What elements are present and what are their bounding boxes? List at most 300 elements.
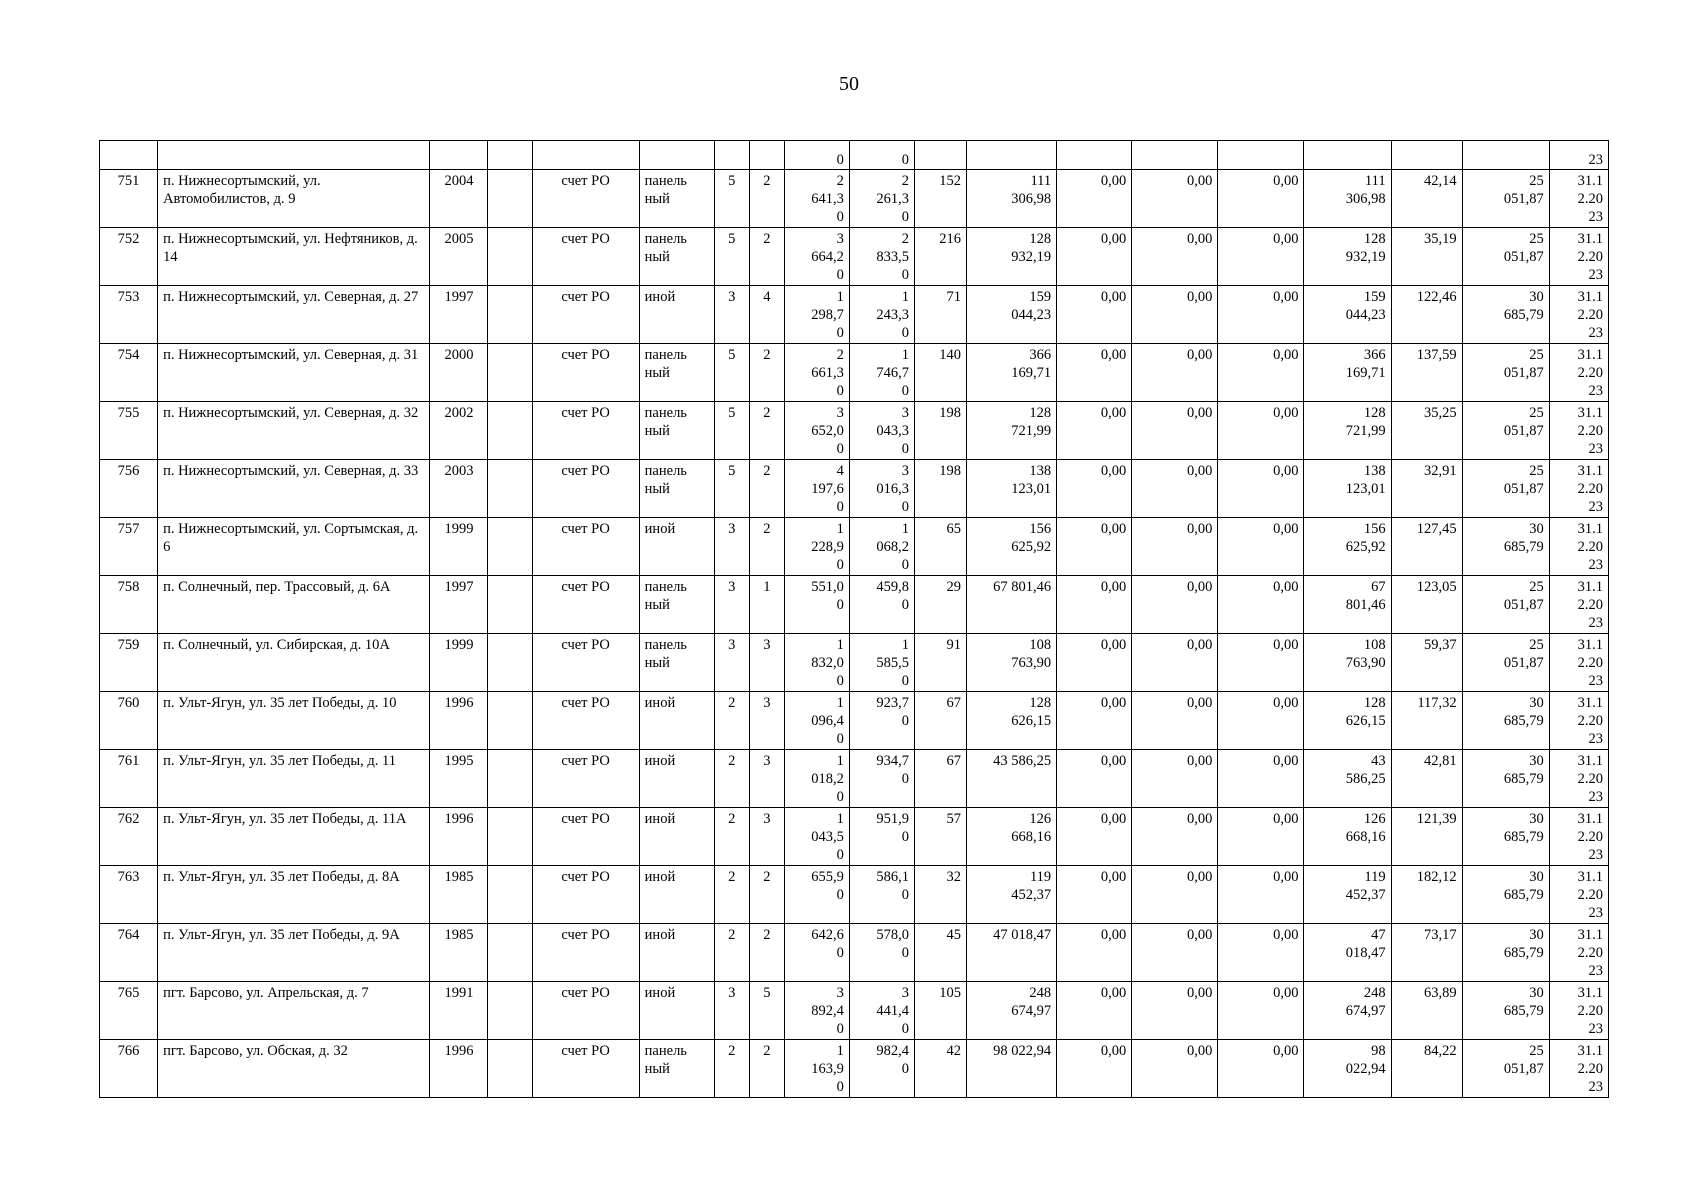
cell-year-built: 1995 xyxy=(430,750,488,808)
cell-unit-cost: 84,22 xyxy=(1391,1040,1462,1098)
cell-empty xyxy=(488,924,532,982)
cell-cost-total: 67 801,46 xyxy=(967,576,1057,634)
cell-number: 765 xyxy=(100,982,158,1040)
cell-empty xyxy=(488,518,532,576)
cell-area-living: 1 585,5 0 xyxy=(849,634,914,692)
cell-funds-3: 0,00 xyxy=(1218,170,1304,228)
table-row xyxy=(100,170,1609,228)
cell-owner-funds: 47 018,47 xyxy=(1304,924,1391,982)
cell-area-total: 1 163,9 0 xyxy=(784,1040,849,1098)
cell-empty xyxy=(1462,141,1549,170)
table-row xyxy=(100,1040,1609,1098)
cell-empty xyxy=(639,141,714,170)
cell-funds-2: 0,00 xyxy=(1132,518,1218,576)
cell-cost-total: 98 022,94 xyxy=(967,1040,1057,1098)
cell-address: п. Нижнесортымский, ул. Нефтяников, д. 14 xyxy=(158,228,430,286)
cell-fund-method: счет РО xyxy=(532,228,639,286)
cell-empty xyxy=(488,634,532,692)
cell-area-total-cont: 0 xyxy=(784,141,849,170)
cell-funds-3: 0,00 xyxy=(1218,228,1304,286)
cell-empty xyxy=(488,1040,532,1098)
cell-funds-1: 0,00 xyxy=(1057,1040,1132,1098)
cell-funds-1: 0,00 xyxy=(1057,170,1132,228)
cell-limit-cost: 25 051,87 xyxy=(1462,460,1549,518)
cell-funds-3: 0,00 xyxy=(1218,344,1304,402)
cell-area-living: 1 243,3 0 xyxy=(849,286,914,344)
table-row xyxy=(100,460,1609,518)
cell-entrances: 3 xyxy=(749,634,784,692)
cell-year-built: 1997 xyxy=(430,286,488,344)
cell-funds-1: 0,00 xyxy=(1057,634,1132,692)
cell-owner-funds: 128 932,19 xyxy=(1304,228,1391,286)
cell-wall-material: панель ный xyxy=(639,634,714,692)
cell-completion-date: 31.1 2.20 23 xyxy=(1549,634,1608,692)
cell-area-total: 3 664,2 0 xyxy=(784,228,849,286)
cell-completion-date: 31.1 2.20 23 xyxy=(1549,982,1608,1040)
cell-entrances: 2 xyxy=(749,344,784,402)
cell-address: п. Ульт-Ягун, ул. 35 лет Победы, д. 8А xyxy=(158,866,430,924)
cell-residents: 105 xyxy=(914,982,966,1040)
cell-limit-cost: 30 685,79 xyxy=(1462,692,1549,750)
cell-area-total: 1 832,0 0 xyxy=(784,634,849,692)
cell-floors: 5 xyxy=(714,460,749,518)
cell-empty xyxy=(749,141,784,170)
cell-fund-method: счет РО xyxy=(532,518,639,576)
cell-fund-method: счет РО xyxy=(532,924,639,982)
table-row xyxy=(100,518,1609,576)
cell-year-built: 1999 xyxy=(430,634,488,692)
cell-funds-1: 0,00 xyxy=(1057,228,1132,286)
cell-fund-method: счет РО xyxy=(532,576,639,634)
cell-funds-1: 0,00 xyxy=(1057,518,1132,576)
cell-funds-1: 0,00 xyxy=(1057,460,1132,518)
cell-funds-2: 0,00 xyxy=(1132,808,1218,866)
cell-limit-cost: 30 685,79 xyxy=(1462,808,1549,866)
cell-empty xyxy=(488,228,532,286)
cell-area-living: 2 261,3 0 xyxy=(849,170,914,228)
cell-wall-material: панель ный xyxy=(639,228,714,286)
cell-cost-total: 156 625,92 xyxy=(967,518,1057,576)
cell-empty xyxy=(488,286,532,344)
table-body xyxy=(100,141,1609,1098)
table-row xyxy=(100,634,1609,692)
cell-wall-material: иной xyxy=(639,750,714,808)
cell-entrances: 2 xyxy=(749,866,784,924)
cell-fund-method: счет РО xyxy=(532,808,639,866)
cell-entrances: 5 xyxy=(749,982,784,1040)
cell-funds-3: 0,00 xyxy=(1218,692,1304,750)
cell-address: пгт. Барсово, ул. Обская, д. 32 xyxy=(158,1040,430,1098)
cell-year-built: 1985 xyxy=(430,924,488,982)
cell-entrances: 2 xyxy=(749,402,784,460)
cell-entrances: 3 xyxy=(749,692,784,750)
cell-funds-1: 0,00 xyxy=(1057,808,1132,866)
cell-year-built: 1999 xyxy=(430,518,488,576)
cell-funds-2: 0,00 xyxy=(1132,402,1218,460)
cell-cost-total: 119 452,37 xyxy=(967,866,1057,924)
cell-area-total: 642,6 0 xyxy=(784,924,849,982)
cell-funds-3: 0,00 xyxy=(1218,286,1304,344)
continuation-row xyxy=(100,141,1609,170)
table-row xyxy=(100,924,1609,982)
cell-limit-cost: 25 051,87 xyxy=(1462,576,1549,634)
cell-unit-cost: 182,12 xyxy=(1391,866,1462,924)
cell-number: 755 xyxy=(100,402,158,460)
cell-floors: 2 xyxy=(714,866,749,924)
cell-empty xyxy=(488,750,532,808)
table-row xyxy=(100,982,1609,1040)
cell-residents: 67 xyxy=(914,692,966,750)
cell-fund-method: счет РО xyxy=(532,982,639,1040)
cell-number: 753 xyxy=(100,286,158,344)
cell-fund-method: счет РО xyxy=(532,634,639,692)
table-row xyxy=(100,576,1609,634)
cell-cost-total: 111 306,98 xyxy=(967,170,1057,228)
cell-area-living: 951,9 0 xyxy=(849,808,914,866)
cell-cost-total: 43 586,25 xyxy=(967,750,1057,808)
cell-address: п. Нижнесортымский, ул. Сортымская, д. 6 xyxy=(158,518,430,576)
cell-owner-funds: 128 626,15 xyxy=(1304,692,1391,750)
cell-funds-1: 0,00 xyxy=(1057,576,1132,634)
cell-empty xyxy=(488,141,532,170)
table-row xyxy=(100,866,1609,924)
cell-fund-method: счет РО xyxy=(532,402,639,460)
cell-fund-method: счет РО xyxy=(532,344,639,402)
cell-residents: 140 xyxy=(914,344,966,402)
cell-number: 761 xyxy=(100,750,158,808)
cell-area-total: 2 641,3 0 xyxy=(784,170,849,228)
cell-completion-date: 31.1 2.20 23 xyxy=(1549,344,1608,402)
cell-cost-total: 159 044,23 xyxy=(967,286,1057,344)
cell-number: 759 xyxy=(100,634,158,692)
cell-year-built: 1996 xyxy=(430,692,488,750)
cell-area-living: 982,4 0 xyxy=(849,1040,914,1098)
cell-unit-cost: 32,91 xyxy=(1391,460,1462,518)
cell-empty xyxy=(714,141,749,170)
cell-empty xyxy=(532,141,639,170)
cell-funds-1: 0,00 xyxy=(1057,924,1132,982)
cell-unit-cost: 42,81 xyxy=(1391,750,1462,808)
cell-area-living: 578,0 0 xyxy=(849,924,914,982)
cell-number: 766 xyxy=(100,1040,158,1098)
cell-residents: 42 xyxy=(914,1040,966,1098)
cell-funds-3: 0,00 xyxy=(1218,982,1304,1040)
cell-residents: 32 xyxy=(914,866,966,924)
cell-area-total: 3 652,0 0 xyxy=(784,402,849,460)
cell-funds-2: 0,00 xyxy=(1132,286,1218,344)
cell-number: 758 xyxy=(100,576,158,634)
cell-wall-material: панель ный xyxy=(639,576,714,634)
cell-unit-cost: 35,19 xyxy=(1391,228,1462,286)
cell-unit-cost: 137,59 xyxy=(1391,344,1462,402)
cell-unit-cost: 63,89 xyxy=(1391,982,1462,1040)
table-row xyxy=(100,228,1609,286)
cell-completion-date: 31.1 2.20 23 xyxy=(1549,750,1608,808)
cell-number: 756 xyxy=(100,460,158,518)
cell-cost-total: 128 626,15 xyxy=(967,692,1057,750)
cell-funds-2: 0,00 xyxy=(1132,576,1218,634)
cell-entrances: 2 xyxy=(749,170,784,228)
cell-area-total: 655,9 0 xyxy=(784,866,849,924)
cell-area-living: 1 068,2 0 xyxy=(849,518,914,576)
cell-owner-funds: 159 044,23 xyxy=(1304,286,1391,344)
table-row xyxy=(100,286,1609,344)
cell-area-total: 551,0 0 xyxy=(784,576,849,634)
cell-year-built: 2003 xyxy=(430,460,488,518)
cell-number: 754 xyxy=(100,344,158,402)
cell-number: 762 xyxy=(100,808,158,866)
cell-funds-2: 0,00 xyxy=(1132,634,1218,692)
cell-completion-date: 31.1 2.20 23 xyxy=(1549,518,1608,576)
cell-owner-funds: 126 668,16 xyxy=(1304,808,1391,866)
cell-cost-total: 128 721,99 xyxy=(967,402,1057,460)
cell-funds-3: 0,00 xyxy=(1218,866,1304,924)
cell-year-built: 2000 xyxy=(430,344,488,402)
cell-funds-3: 0,00 xyxy=(1218,750,1304,808)
cell-wall-material: панель ный xyxy=(639,170,714,228)
cell-completion-date: 31.1 2.20 23 xyxy=(1549,692,1608,750)
cell-address: п. Ульт-Ягун, ул. 35 лет Победы, д. 11А xyxy=(158,808,430,866)
cell-floors: 2 xyxy=(714,924,749,982)
cell-limit-cost: 30 685,79 xyxy=(1462,982,1549,1040)
table-row xyxy=(100,692,1609,750)
cell-empty xyxy=(1304,141,1391,170)
cell-wall-material: иной xyxy=(639,982,714,1040)
cell-cost-total: 128 932,19 xyxy=(967,228,1057,286)
cell-entrances: 2 xyxy=(749,228,784,286)
cell-floors: 5 xyxy=(714,170,749,228)
cell-area-living: 934,7 0 xyxy=(849,750,914,808)
cell-empty xyxy=(488,460,532,518)
cell-funds-3: 0,00 xyxy=(1218,402,1304,460)
cell-completion-date: 31.1 2.20 23 xyxy=(1549,576,1608,634)
cell-area-total: 1 043,5 0 xyxy=(784,808,849,866)
cell-area-living: 3 043,3 0 xyxy=(849,402,914,460)
cell-floors: 2 xyxy=(714,1040,749,1098)
cell-funds-2: 0,00 xyxy=(1132,924,1218,982)
cell-area-total: 2 661,3 0 xyxy=(784,344,849,402)
cell-residents: 198 xyxy=(914,460,966,518)
cell-address: пгт. Барсово, ул. Апрельская, д. 7 xyxy=(158,982,430,1040)
cell-year-built: 1991 xyxy=(430,982,488,1040)
cell-wall-material: иной xyxy=(639,518,714,576)
cell-funds-1: 0,00 xyxy=(1057,402,1132,460)
cell-funds-2: 0,00 xyxy=(1132,750,1218,808)
cell-funds-1: 0,00 xyxy=(1057,866,1132,924)
cell-funds-1: 0,00 xyxy=(1057,750,1132,808)
cell-year-built: 2004 xyxy=(430,170,488,228)
cell-owner-funds: 138 123,01 xyxy=(1304,460,1391,518)
cell-funds-3: 0,00 xyxy=(1218,808,1304,866)
cell-number: 751 xyxy=(100,170,158,228)
table-row xyxy=(100,402,1609,460)
cell-empty xyxy=(488,808,532,866)
cell-funds-3: 0,00 xyxy=(1218,518,1304,576)
cell-empty xyxy=(1057,141,1132,170)
cell-address: п. Солнечный, пер. Трассовый, д. 6А xyxy=(158,576,430,634)
cell-completion-date: 31.1 2.20 23 xyxy=(1549,228,1608,286)
cell-area-total: 1 018,2 0 xyxy=(784,750,849,808)
cell-area-living: 923,7 0 xyxy=(849,692,914,750)
cell-completion-date: 31.1 2.20 23 xyxy=(1549,402,1608,460)
cell-completion-date: 31.1 2.20 23 xyxy=(1549,924,1608,982)
cell-completion-date: 31.1 2.20 23 xyxy=(1549,170,1608,228)
cell-residents: 57 xyxy=(914,808,966,866)
cell-owner-funds: 248 674,97 xyxy=(1304,982,1391,1040)
cell-fund-method: счет РО xyxy=(532,866,639,924)
cell-limit-cost: 25 051,87 xyxy=(1462,634,1549,692)
cell-funds-2: 0,00 xyxy=(1132,982,1218,1040)
cell-wall-material: иной xyxy=(639,286,714,344)
cell-unit-cost: 122,46 xyxy=(1391,286,1462,344)
cell-unit-cost: 73,17 xyxy=(1391,924,1462,982)
cell-residents: 65 xyxy=(914,518,966,576)
cell-wall-material: панель ный xyxy=(639,1040,714,1098)
cell-owner-funds: 67 801,46 xyxy=(1304,576,1391,634)
cell-entrances: 2 xyxy=(749,518,784,576)
cell-funds-2: 0,00 xyxy=(1132,170,1218,228)
table-row xyxy=(100,808,1609,866)
cell-limit-cost: 25 051,87 xyxy=(1462,170,1549,228)
cell-floors: 3 xyxy=(714,286,749,344)
table-row xyxy=(100,750,1609,808)
housing-registry-table xyxy=(99,140,1609,1098)
cell-address: п. Ульт-Ягун, ул. 35 лет Победы, д. 9А xyxy=(158,924,430,982)
cell-funds-1: 0,00 xyxy=(1057,344,1132,402)
cell-funds-3: 0,00 xyxy=(1218,924,1304,982)
cell-completion-date: 31.1 2.20 23 xyxy=(1549,866,1608,924)
cell-area-living: 586,1 0 xyxy=(849,866,914,924)
cell-fund-method: счет РО xyxy=(532,286,639,344)
cell-floors: 5 xyxy=(714,228,749,286)
cell-number: 757 xyxy=(100,518,158,576)
cell-limit-cost: 30 685,79 xyxy=(1462,924,1549,982)
cell-floors: 5 xyxy=(714,344,749,402)
cell-funds-3: 0,00 xyxy=(1218,634,1304,692)
cell-owner-funds: 119 452,37 xyxy=(1304,866,1391,924)
cell-funds-2: 0,00 xyxy=(1132,866,1218,924)
cell-wall-material: иной xyxy=(639,808,714,866)
cell-area-total: 1 298,7 0 xyxy=(784,286,849,344)
cell-entrances: 2 xyxy=(749,924,784,982)
cell-completion-date: 31.1 2.20 23 xyxy=(1549,460,1608,518)
cell-area-total: 3 892,4 0 xyxy=(784,982,849,1040)
cell-wall-material: иной xyxy=(639,924,714,982)
cell-number: 760 xyxy=(100,692,158,750)
cell-completion-date: 31.1 2.20 23 xyxy=(1549,286,1608,344)
cell-address: п. Солнечный, ул. Сибирская, д. 10А xyxy=(158,634,430,692)
cell-wall-material: панель ный xyxy=(639,460,714,518)
cell-funds-2: 0,00 xyxy=(1132,344,1218,402)
cell-empty xyxy=(488,692,532,750)
cell-unit-cost: 123,05 xyxy=(1391,576,1462,634)
cell-empty xyxy=(488,402,532,460)
cell-floors: 3 xyxy=(714,634,749,692)
cell-empty xyxy=(488,866,532,924)
cell-owner-funds: 98 022,94 xyxy=(1304,1040,1391,1098)
cell-area-living: 459,8 0 xyxy=(849,576,914,634)
cell-address: п. Нижнесортымский, ул. Северная, д. 32 xyxy=(158,402,430,460)
cell-area-living: 2 833,5 0 xyxy=(849,228,914,286)
table-row xyxy=(100,344,1609,402)
cell-year-built: 1996 xyxy=(430,1040,488,1098)
cell-number: 764 xyxy=(100,924,158,982)
cell-residents: 67 xyxy=(914,750,966,808)
cell-residents: 91 xyxy=(914,634,966,692)
cell-funds-2: 0,00 xyxy=(1132,460,1218,518)
cell-entrances: 2 xyxy=(749,1040,784,1098)
cell-cost-total: 126 668,16 xyxy=(967,808,1057,866)
cell-unit-cost: 59,37 xyxy=(1391,634,1462,692)
page-number: 50 xyxy=(839,73,859,95)
cell-year-built: 2002 xyxy=(430,402,488,460)
cell-funds-1: 0,00 xyxy=(1057,692,1132,750)
cell-limit-cost: 25 051,87 xyxy=(1462,344,1549,402)
cell-wall-material: иной xyxy=(639,866,714,924)
cell-empty xyxy=(1218,141,1304,170)
cell-address: п. Нижнесортымский, ул. Северная, д. 33 xyxy=(158,460,430,518)
cell-area-total: 1 228,9 0 xyxy=(784,518,849,576)
cell-entrances: 4 xyxy=(749,286,784,344)
cell-cost-total: 366 169,71 xyxy=(967,344,1057,402)
cell-completion-date: 31.1 2.20 23 xyxy=(1549,1040,1608,1098)
cell-owner-funds: 156 625,92 xyxy=(1304,518,1391,576)
cell-empty xyxy=(914,141,966,170)
cell-residents: 198 xyxy=(914,402,966,460)
cell-limit-cost: 25 051,87 xyxy=(1462,228,1549,286)
cell-funds-2: 0,00 xyxy=(1132,228,1218,286)
cell-owner-funds: 366 169,71 xyxy=(1304,344,1391,402)
cell-cost-total: 248 674,97 xyxy=(967,982,1057,1040)
cell-area-total: 4 197,6 0 xyxy=(784,460,849,518)
cell-empty xyxy=(1391,141,1462,170)
cell-residents: 45 xyxy=(914,924,966,982)
cell-owner-funds: 128 721,99 xyxy=(1304,402,1391,460)
cell-limit-cost: 30 685,79 xyxy=(1462,518,1549,576)
cell-funds-3: 0,00 xyxy=(1218,460,1304,518)
cell-floors: 2 xyxy=(714,750,749,808)
cell-entrances: 1 xyxy=(749,576,784,634)
cell-funds-2: 0,00 xyxy=(1132,692,1218,750)
cell-empty xyxy=(967,141,1057,170)
cell-number: 763 xyxy=(100,866,158,924)
cell-wall-material: панель ный xyxy=(639,344,714,402)
cell-unit-cost: 117,32 xyxy=(1391,692,1462,750)
cell-funds-3: 0,00 xyxy=(1218,576,1304,634)
cell-fund-method: счет РО xyxy=(532,460,639,518)
cell-number: 752 xyxy=(100,228,158,286)
cell-owner-funds: 43 586,25 xyxy=(1304,750,1391,808)
cell-year-built: 2005 xyxy=(430,228,488,286)
cell-residents: 216 xyxy=(914,228,966,286)
cell-fund-method: счет РО xyxy=(532,692,639,750)
cell-limit-cost: 30 685,79 xyxy=(1462,286,1549,344)
cell-empty xyxy=(158,141,430,170)
cell-unit-cost: 35,25 xyxy=(1391,402,1462,460)
cell-limit-cost: 25 051,87 xyxy=(1462,1040,1549,1098)
cell-owner-funds: 108 763,90 xyxy=(1304,634,1391,692)
cell-area-living: 3 441,4 0 xyxy=(849,982,914,1040)
cell-limit-cost: 30 685,79 xyxy=(1462,866,1549,924)
cell-empty xyxy=(488,170,532,228)
cell-funds-2: 0,00 xyxy=(1132,1040,1218,1098)
cell-empty xyxy=(430,141,488,170)
cell-limit-cost: 30 685,79 xyxy=(1462,750,1549,808)
cell-empty xyxy=(1132,141,1218,170)
cell-empty xyxy=(488,982,532,1040)
cell-area-total: 1 096,4 0 xyxy=(784,692,849,750)
cell-unit-cost: 127,45 xyxy=(1391,518,1462,576)
